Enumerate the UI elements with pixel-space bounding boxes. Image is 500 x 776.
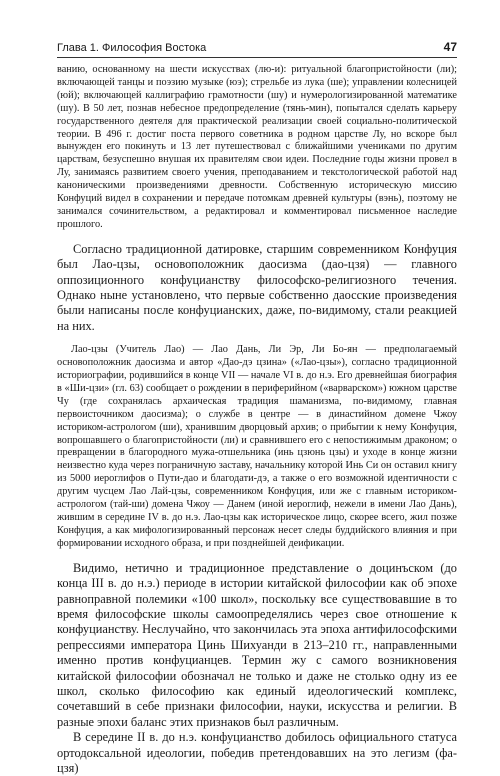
paragraph-lao-tzu-intro: Согласно традиционной датировке, старшим современником Конфуция был Лао-цзы, основоположник даосизма (дао-цзя) — главного оппозиционного конфуцианству философско-религиозного течения. Однако ныне установлено, что первые собственно даосские произведения были написаны после конфуцианских, даже, по-видимому, стали реакцией на них.	[57, 241, 457, 333]
chapter-title: Глава 1. Философия Востока	[57, 42, 207, 54]
paragraph-confucius-bio: ванию, основанному на шести искусствах (лю-и): ритуальной благопристойности (ли); включающей танцы и поэзию музыке (юэ); стрельбе из лука (ше); управлении колесницей (юй); включающей каллиграфию грамотности (шу) и нумерологизированной математике (шу). В 50 лет, познав небесное предопределение (тянь-мин), попытался сделать карьеру государственного деятеля для практической реализации своей социально-политической теории. В 496 г. достиг поста первого советника в родном царстве Лу, но вскоре был вынужден его покинуть и 13 лет путешествовал с ближайшими учениками по другим царствам, безуспешно внушая их правителям свои идеи. Последние годы жизни провел в Лу, занимаясь развитием своего учения, преподаванием и текстологической работой над каноническими произведениями древности. Собственную историческую миссию Конфуций видел в сохранении и передаче потомкам древней культуры (вэнь), поэтому не занимался сочинительством, а редактировал и комментировал письменное наследие прошлого.	[57, 64, 457, 230]
header-divider	[57, 57, 457, 58]
page-number: 47	[443, 40, 457, 54]
paragraph-lao-tzu-bio: Лао-цзы (Учитель Лао) — Лао Дань, Ли Эр, Ли Бо-ян — предполагаемый основоположник даосизма и автор «Дао-дэ цзина» («Лао-цзы»), согласно традиционной историографии, родившийся в конце VII — начале VI в. до н.э. Его древнейшая биография в «Ши-цзи» (гл. 63) сообщает о рождении в периферийном («варварском») южном царстве Чу (где сохранялась архаическая традиция шаманизма, по-видимому, главная первоисточником даосизма); о службе в центре — в династийном домене Чжоу историком-астрологом (ши), хранившим дворцовый архив; о прибытии к нему Конфуция, вопрошавшего о благопристойности (ли) и сравнившего его с непостижимым драконом; о превращении в благородного мужа-отшельника (инь цзюнь цзы) и уходе в конце жизни неизвестно куда через пограничную заставу, начальнику которой Инь Си он оставил книгу из 5000 иероглифов о Пути-дао и благодати-дэ, а также о его возможной идентичности с другим чусцем Лао Лай-цзы, современником Конфуция, или же с главным историком-астрологом (тай-ши) домена Чжоу — Данем (иной иероглиф, нежели в имени Лао Дань), жившим в середине IV в. до н.э. Лао-цзы как историческое лицо, скорее всего, жил позже Конфуция, а как мифологизированный персонаж несет следы буддийского влияния и при формировании исходного образа, и при позднейшей деификации.	[57, 344, 457, 549]
paragraph-hundred-schools: Видимо, нетично и традиционное представление о доцинъском (до конца III в. до н.э.) периоде в истории китайской философии как об эпохе равноправной полемики «100 школ», поскольку все существовавшие в то время философские школы самоопределялись через свое отношение к конфуцианству. Неслучайно, что закончилась эта эпоха антифилософскими репрессиями императора Цинь Шихуанди в 213–210 гг., направленными именно против конфуцианцев. Термин жу с самого возникновения китайской философии обозначал не только и даже не столько одну из ее школ, сколько философию как единый идеологический комплекс, сочетавший в себе признаки философии, науки, искусства и религии. В разные эпохи баланс этих признаков был различным.	[57, 560, 457, 729]
page-body	[57, 64, 457, 776]
running-header	[57, 40, 457, 56]
paragraph-orthodoxy: В середине II в. до н.э. конфуцианство добилось официального статуса ортодоксальной идеологии, победив претендовавших на это легизм (фа-цзя)	[57, 730, 457, 775]
